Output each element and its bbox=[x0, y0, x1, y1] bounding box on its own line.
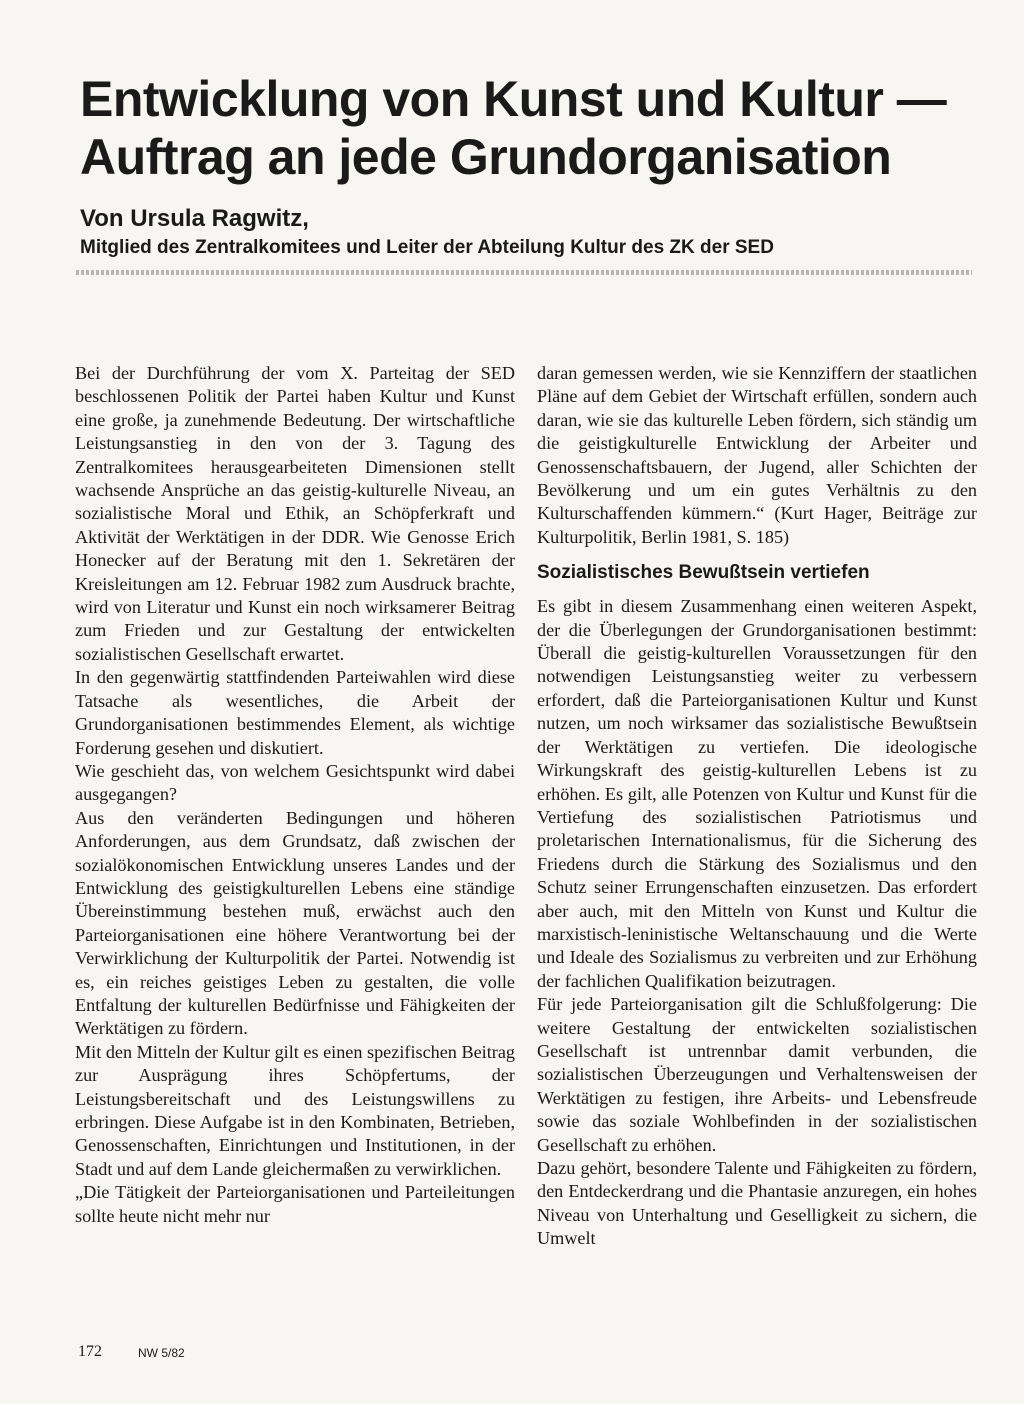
paragraph: Aus den veränderten Bedingungen und höheren Anforderungen, aus dem Grundsatz, daß zwischen der sozialökonomischen Entwicklung unseres Landes und der Entwicklung des geistigkulturellen Lebens eine ständige Übereinstimmung bestehen muß, erwächst auch den Parteiorganisationen eine höhere Verantwortung bei der Verwirklichung der Kulturpolitik der Partei. Notwendig ist es, ein reiches geistiges Leben zu gestalten, die volle Entfaltung der kulturellen Bedürfnisse und Fähigkeiten der Werktätigen zu fördern. bbox=[75, 807, 515, 1039]
left-column bbox=[75, 362, 515, 1228]
paragraph: daran gemessen werden, wie sie Kennziffern der staatlichen Pläne auf dem Gebiet der Wirtschaft erfüllen, sondern auch daran, wie sie das kulturelle Leben fördern, sich ständig um die geistigkulturelle Entwicklung der Arbeiter und Genossenschaftsbauern, der Jugend, aller Schichten der Bevölkerung und um ein gutes Verhältnis zu den Kulturschaffenden kümmern.“ (Kurt Hager, Beiträge zur Kulturpolitik, Berlin 1981, S. 185) bbox=[537, 363, 977, 547]
title-line-1: Entwicklung von Kunst und Kultur — bbox=[80, 71, 947, 127]
author-name: Von Ursula Ragwitz, bbox=[80, 205, 309, 232]
paragraph: In den gegenwärtig stattfindenden Parteiwahlen wird diese Tatsache als wesentliches, die Arbeit der Grundorganisationen bestimmendes Element, als wichtige Forderung gesehen und diskutiert. bbox=[75, 667, 515, 758]
paragraph: Wie geschieht das, von welchem Gesichtspunkt wird dabei ausgegangen? bbox=[75, 760, 515, 805]
paragraph: „Die Tätigkeit der Parteiorganisationen und Parteileitungen sollte heute nicht mehr nur bbox=[75, 1182, 515, 1226]
paragraph: Mit den Mitteln der Kultur gilt es einen spezifischen Beitrag zur Ausprägung ihres Schöpfertums, der Leistungsbereitschaft und des Leistungswillens zu erbringen. Diese Aufgabe ist in den Kombinaten, Betrieben, Genossenschaften, Einrichtungen und Institutionen, in der Stadt und auf dem Lande gleichermaßen zu verwirklichen. bbox=[75, 1041, 515, 1179]
page-number: 172 bbox=[78, 1343, 102, 1360]
header-divider bbox=[76, 270, 972, 275]
paragraph: Dazu gehört, besondere Talente und Fähigkeiten zu fördern, den Entdeckerdrang und die Phantasie anzuregen, ein hohes Niveau von Unterhaltung und Geselligkeit zu sichern, die Umwelt bbox=[537, 1158, 977, 1249]
paragraph: Für jede Parteiorganisation gilt die Schlußfolgerung: Die weitere Gestaltung der entwickelten sozialistischen Gesellschaft ist untrennbar damit verbunden, die sozialistischen Überzeugungen und Verhaltensweisen der Werktätigen zu festigen, ihre Arbeits- und Lebensfreude sowie das soziale Wohlbefinden in der sozialistischen Gesellschaft zu erhöhen. bbox=[537, 994, 977, 1155]
paragraph: Bei der Durchführung der vom X. Parteitag der SED beschlossenen Politik der Partei haben Kultur und Kunst eine große, ja zunehmende Bedeutung. Der wirtschaftliche Leistungsanstieg in den von der 3. Tagung des Zentralkomitees herausgearbeiteten Dimensionen stellt wachsende Ansprüche an das geistig-kulturelle Niveau, an sozialistische Moral und Ethik, an Schöpferkraft und Aktivität der Werktätigen in der DDR. Wie Genosse Erich Honecker auf der Beratung mit den 1. Sekretären der Kreisleitungen am 12. Februar 1982 zum Ausdruck brachte, wird von Literatur und Kunst ein noch wirksamerer Beitrag zum Frieden und zur Gestaltung der entwickelten sozialistischen Gesellschaft erwartet. bbox=[75, 363, 515, 664]
paragraph: Es gibt in diesem Zusammenhang einen weiteren Aspekt, der die Überlegungen der Grundorganisationen bestimmt: Überall die geistig-kulturellen Voraussetzungen für den notwendigen Leistungsanstieg weiter zu verbessern erfordert, daß die Parteiorganisationen Kultur und Kunst nutzen, um noch wirksamer das sozialistische Bewußtsein der Werktätigen zu vertiefen. Die ideologische Wirkungskraft des geistig-kulturellen Lebens ist zu erhöhen. Es gilt, alle Potenzen von Kultur und Kunst für die Vertiefung des sozialistischen Patriotismus und proletarischen Internationalismus, für die Sicherung des Friedens durch die Stärkung des Sozialismus und den Schutz seiner Errungenschaften einzusetzen. Das erfordert aber auch, mit den Mitteln von Kunst und Kultur die marxistisch-leninistische Weltanschauung und die Werte und Ideale des Sozialismus zu verbreiten und zur Erhöhung der fachlichen Qualifikation beizutragen. bbox=[537, 596, 977, 991]
title-line-2: Auftrag an jede Grundorganisation bbox=[80, 129, 892, 185]
right-column bbox=[537, 362, 977, 1251]
author-affiliation: Mitglied des Zentralkomitees und Leiter der Abteilung Kultur des ZK der SED bbox=[80, 237, 774, 258]
issue-label: NW 5/82 bbox=[138, 1346, 185, 1360]
article-title bbox=[80, 70, 980, 186]
section-heading: Sozialistisches Bewußtsein vertiefen bbox=[537, 562, 870, 584]
